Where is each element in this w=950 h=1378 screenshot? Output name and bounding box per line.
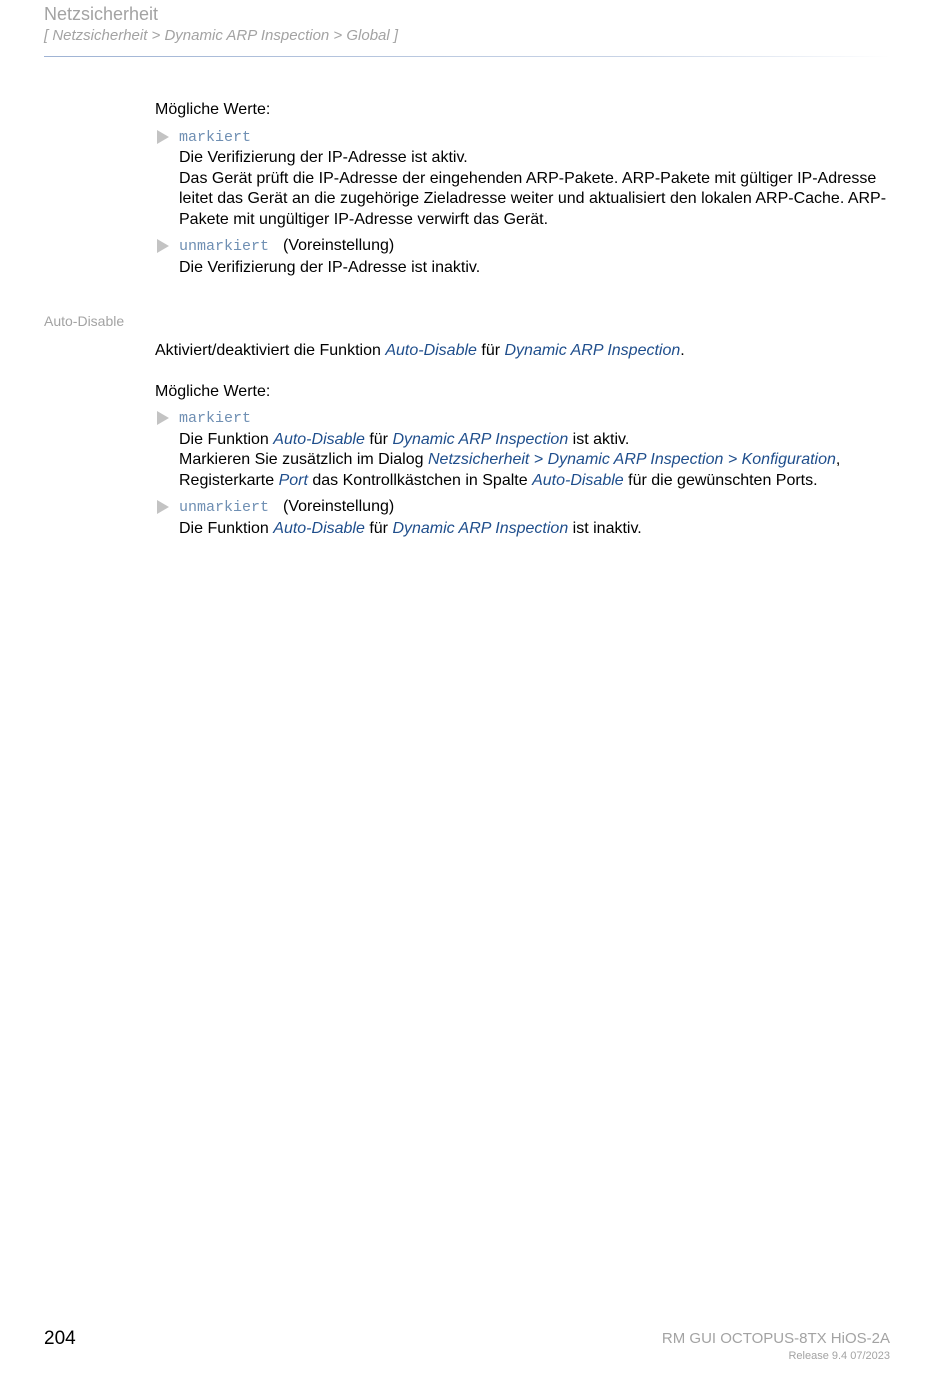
value-description: Die Verifizierung der IP-Adresse ist aktiv. — [179, 149, 468, 166]
desc-text: Die Funktion — [179, 430, 274, 448]
value-unchecked: unmarkiert — [179, 499, 270, 516]
link-auto-disable[interactable]: Auto-Disable — [273, 519, 365, 537]
triangle-bullet-icon — [157, 500, 169, 514]
triangle-bullet-icon — [157, 411, 169, 425]
value-item-unchecked — [155, 497, 895, 539]
header-title: Netzsicherheit — [44, 4, 159, 24]
link-auto-disable-column[interactable]: Auto-Disable — [532, 471, 624, 489]
link-port-tab[interactable]: Port — [278, 471, 308, 489]
value-item-checked — [155, 408, 895, 491]
desc-text: für die gewünschten Ports. — [623, 471, 818, 489]
possible-values-heading: Mögliche Werte: — [155, 101, 271, 118]
intro-text: . — [680, 342, 685, 359]
value-description — [179, 430, 895, 451]
triangle-bullet-icon — [157, 130, 169, 144]
value-description: Die Verifizierung der IP-Adresse ist inaktiv. — [179, 258, 481, 276]
triangle-bullet-icon — [157, 239, 169, 253]
possible-values-heading: Mögliche Werte: — [155, 382, 271, 400]
value-description: Das Gerät prüft die IP-Adresse der eingehenden ARP-Pakete. ARP-Pakete mit gültiger IP-Adresse leitet das Gerät an die zugehörige Zieladresse weiter und aktualisiert den lokalen ARP-Cache. ARP-Pakete mit ungültiger IP-Adresse verwirft das Gerät. — [179, 169, 887, 228]
auto-disable-intro — [155, 341, 895, 362]
breadcrumb: [ Netzsicherheit > Dynamic ARP Inspection > Global ] — [44, 27, 399, 44]
page-number: 204 — [44, 1328, 76, 1349]
parameter-label-auto-disable: Auto-Disable — [44, 313, 125, 329]
desc-text: ist inaktiv. — [568, 519, 642, 537]
value-item-unchecked — [155, 236, 895, 278]
value-item-checked — [155, 127, 895, 231]
desc-text: für — [364, 430, 393, 448]
default-note: (Voreinstellung) — [283, 237, 395, 254]
value-checked: markiert — [179, 128, 252, 146]
desc-text: , Registerkarte — [179, 451, 841, 489]
desc-text: Die Funktion — [179, 519, 274, 537]
ip-verification-section — [155, 100, 895, 278]
intro-text: Aktiviert/deaktiviert die Funktion — [155, 342, 386, 359]
header-divider — [44, 56, 890, 57]
desc-text: für — [364, 519, 393, 537]
value-checked: markiert — [179, 410, 252, 427]
auto-disable-section — [155, 341, 895, 539]
value-description — [179, 519, 895, 540]
desc-text: das Kontrollkästchen in Spalte — [307, 471, 533, 489]
link-dialog-path[interactable]: Netzsicherheit > Dynamic ARP Inspection > Konfiguration — [427, 451, 836, 468]
value-unchecked: unmarkiert — [179, 238, 270, 255]
desc-text: Markieren Sie zusätzlich im Dialog — [179, 451, 428, 468]
link-auto-disable[interactable]: Auto-Disable — [385, 342, 477, 359]
desc-text: ist aktiv. — [568, 430, 630, 448]
release-info: Release 9.4 07/2023 — [788, 1350, 890, 1362]
intro-text: für — [476, 342, 505, 359]
default-note: (Voreinstellung) — [283, 498, 395, 515]
link-auto-disable[interactable]: Auto-Disable — [273, 430, 365, 448]
document-title: RM GUI OCTOPUS-8TX HiOS-2A — [661, 1330, 890, 1347]
value-description — [179, 450, 895, 491]
link-dynamic-arp-inspection[interactable]: Dynamic ARP Inspection — [392, 519, 569, 537]
link-dynamic-arp-inspection[interactable]: Dynamic ARP Inspection — [392, 430, 569, 448]
link-dynamic-arp-inspection[interactable]: Dynamic ARP Inspection — [504, 342, 681, 359]
